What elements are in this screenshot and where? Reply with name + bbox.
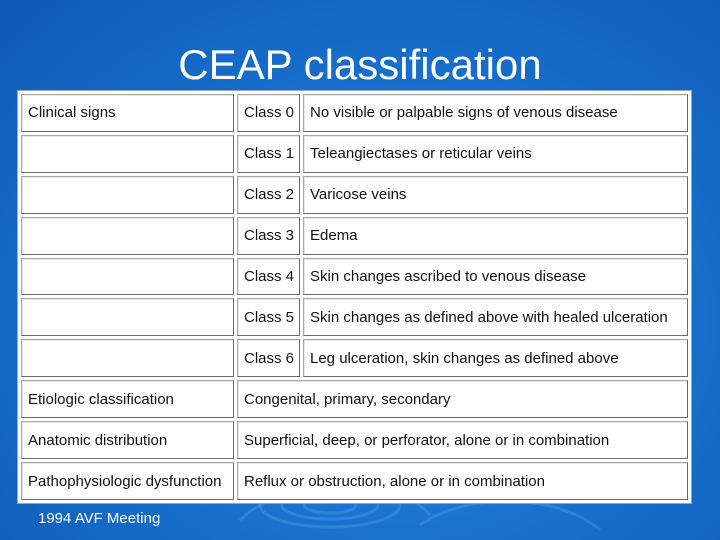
class-cell: Class 4 xyxy=(237,258,300,296)
ceap-table xyxy=(17,90,692,504)
table-row xyxy=(21,258,688,296)
class-cell: Class 2 xyxy=(237,176,300,214)
class-cell: Class 6 xyxy=(237,339,300,377)
table-row xyxy=(21,135,688,173)
class-cell: Class 5 xyxy=(237,298,300,336)
table-row xyxy=(21,94,688,132)
category-cell: Clinical signs xyxy=(21,94,234,132)
table-row xyxy=(21,421,688,459)
class-cell: Class 0 xyxy=(237,94,300,132)
category-cell xyxy=(21,298,234,336)
table-row xyxy=(21,380,688,418)
category-cell: Etiologic classification xyxy=(21,380,234,418)
category-cell xyxy=(21,258,234,296)
description-cell: Teleangiectases or reticular veins xyxy=(303,135,688,173)
description-cell: Skin changes ascribed to venous disease xyxy=(303,258,688,296)
category-cell xyxy=(21,217,234,255)
value-cell: Superficial, deep, or perforator, alone or in combination xyxy=(237,421,688,459)
category-cell xyxy=(21,176,234,214)
class-cell: Class 1 xyxy=(237,135,300,173)
value-cell: Reflux or obstruction, alone or in combination xyxy=(237,462,688,500)
category-cell: Pathophysiologic dysfunction xyxy=(21,462,234,500)
description-cell: Edema xyxy=(303,217,688,255)
class-cell: Class 3 xyxy=(237,217,300,255)
description-cell: Skin changes as defined above with healed ulceration xyxy=(303,298,688,336)
table-row xyxy=(21,298,688,336)
description-cell: Varicose veins xyxy=(303,176,688,214)
category-cell xyxy=(21,135,234,173)
table-row xyxy=(21,176,688,214)
slide-title: CEAP classification xyxy=(178,41,542,88)
value-cell: Congenital, primary, secondary xyxy=(237,380,688,418)
category-cell: Anatomic distribution xyxy=(21,421,234,459)
category-cell xyxy=(21,339,234,377)
table-row xyxy=(21,339,688,377)
description-cell: No visible or palpable signs of venous disease xyxy=(303,94,688,132)
footer-text: 1994 AVF Meeting xyxy=(38,510,161,527)
table-row xyxy=(21,217,688,255)
description-cell: Leg ulceration, skin changes as defined above xyxy=(303,339,688,377)
table-row xyxy=(21,462,688,500)
